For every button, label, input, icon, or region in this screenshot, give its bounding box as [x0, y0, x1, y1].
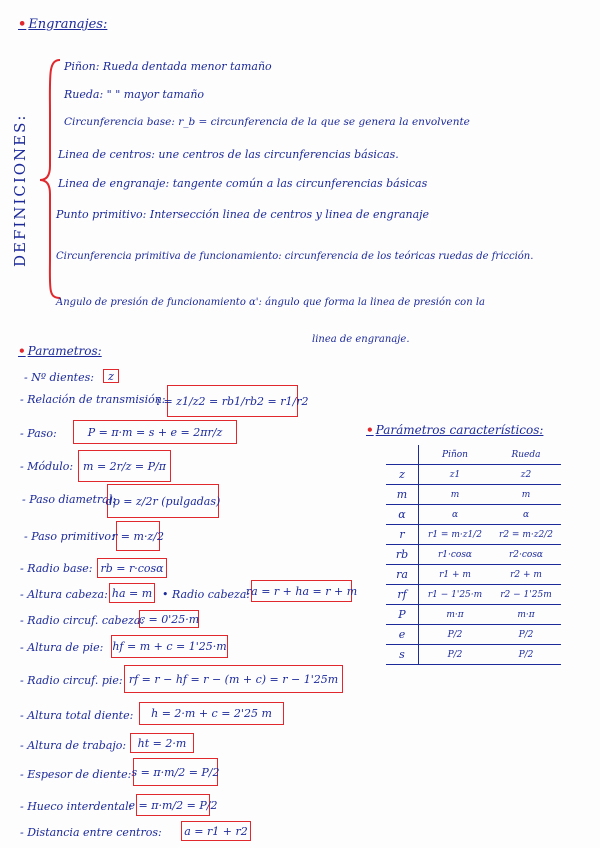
table-cell: Rueda: [491, 445, 561, 465]
table-cell: e: [386, 625, 419, 645]
table-cell: rb: [386, 545, 419, 565]
param-label: - Distancia entre centros:: [20, 826, 162, 839]
param-formula: hf = m + c = 1'25·m: [111, 635, 228, 658]
param-label: - Módulo:: [20, 460, 74, 473]
table-cell: r2 = m·z2/2: [491, 525, 561, 545]
table-row: [386, 545, 561, 565]
table-cell: r1 − 1'25·m: [419, 585, 492, 605]
table-row: [386, 465, 561, 485]
param-label: - Paso diametral:: [22, 493, 116, 506]
param-label: • Radio cabeza:: [162, 588, 251, 601]
table-cell: m: [386, 485, 419, 505]
table-cell: z2: [491, 465, 561, 485]
table-cell: [386, 445, 419, 465]
table-cell: P/2: [419, 645, 492, 665]
definition-item: Rueda: " " mayor tamaño: [64, 88, 205, 101]
caracteristicos-table: [386, 445, 561, 665]
param-formula: e = π·m/2 = P/2: [136, 794, 210, 816]
param-label: - Paso primitivo:: [24, 530, 115, 543]
table-cell: z1: [419, 465, 492, 485]
param-label: - Altura de trabajo:: [20, 739, 127, 752]
table-cell: r: [386, 525, 419, 545]
definition-item: Circunferencia base: r_b = circunferencia de la que se genera la envolvente: [64, 116, 470, 128]
table-row: [386, 505, 561, 525]
table-row: [386, 525, 561, 545]
table-cell: z: [386, 465, 419, 485]
table-cell: m·π: [491, 605, 561, 625]
param-label: - Nº dientes:: [24, 371, 94, 384]
param-label: - Altura total diente:: [20, 709, 134, 722]
param-label: - Espesor de diente:: [20, 768, 132, 781]
table-cell: m·π: [419, 605, 492, 625]
param-formula: ra = r + ha = r + m: [251, 580, 352, 602]
param-formula: ha = m: [109, 583, 155, 603]
param-formula: m = 2r/z = P/π: [78, 450, 171, 482]
side-label: DEFINICIONES:: [11, 113, 29, 267]
table-cell: ra: [386, 565, 419, 585]
definition-item: Linea de centros: une centros de las circunferencias básicas.: [58, 148, 399, 161]
param-formula: rf = r − hf = r − (m + c) = r − 1'25m: [124, 665, 343, 693]
table-cell: m: [419, 485, 492, 505]
definition-item: Angulo de presión de funcionamiento α': ángulo que forma la linea de presión con la: [56, 297, 485, 308]
table-cell: α: [419, 505, 492, 525]
table-cell: r1 = m·z1/2: [419, 525, 492, 545]
table-cell: s: [386, 645, 419, 665]
table-row: [386, 645, 561, 665]
table-cell: P/2: [491, 645, 561, 665]
table-cell: P/2: [491, 625, 561, 645]
param-formula: P = π·m = s + e = 2πr/z: [73, 420, 237, 444]
table-cell: α: [386, 505, 419, 525]
param-formula: a = r1 + r2: [181, 821, 251, 841]
param-formula: rb = r·cosα: [97, 558, 167, 578]
param-label: - Hueco interdental:: [20, 800, 133, 813]
table-row: [386, 605, 561, 625]
table-cell: Piñon: [419, 445, 492, 465]
param-label: - Altura cabeza:: [20, 588, 108, 601]
definition-item: Circunferencia primitiva de funcionamiento: circunferencia de los teóricas ruedas de fricción.: [56, 251, 534, 262]
table-header-row: [386, 445, 561, 465]
definition-item: Punto primitivo: Intersección linea de centros y linea de engranaje: [56, 208, 430, 221]
table-cell: r2 + m: [491, 565, 561, 585]
table-cell: rf: [386, 585, 419, 605]
table-row: [386, 565, 561, 585]
table-cell: r2·cosα: [491, 545, 561, 565]
table-row: [386, 585, 561, 605]
param-formula: r = m·z/2: [116, 521, 160, 551]
table-cell: r1 + m: [419, 565, 492, 585]
definition-item: Piñon: Rueda dentada menor tamaño: [64, 60, 272, 73]
param-label: - Relación de transmisión:: [20, 393, 166, 406]
param-formula: s = π·m/2 = P/2: [133, 758, 218, 786]
param-label: - Radio circuf. pie:: [20, 674, 123, 687]
table-cell: m: [491, 485, 561, 505]
param-formula: dp = z/2r (pulgadas): [107, 484, 219, 518]
param-formula: z: [103, 369, 119, 383]
param-formula: h = 2·m + c = 2'25 m: [139, 702, 284, 725]
param-label: - Altura de pie:: [20, 641, 104, 654]
param-formula: i = z1/z2 = rb1/rb2 = r1/r2: [167, 385, 298, 417]
table-row: [386, 485, 561, 505]
caracteristicos-title: • Parámetros característicos:: [366, 423, 544, 437]
table-cell: P/2: [419, 625, 492, 645]
table-cell: r1·cosα: [419, 545, 492, 565]
table-row: [386, 625, 561, 645]
param-formula: ht = 2·m: [130, 733, 194, 753]
param-label: - Radio base:: [20, 562, 93, 575]
param-label: - Radio circuf. cabeza:: [20, 614, 145, 627]
table-cell: r2 − 1'25m: [491, 585, 561, 605]
table-cell: α: [491, 505, 561, 525]
parametros-title: • Parametros:: [18, 344, 102, 358]
table-cell: P: [386, 605, 419, 625]
param-label: - Paso:: [20, 427, 57, 440]
definition-item: Linea de engranaje: tangente común a las circunferencias básicas: [58, 177, 428, 190]
definition-item: linea de engranaje.: [312, 334, 410, 345]
section-title: • Engranajes:: [18, 17, 108, 32]
param-formula: c = 0'25·m: [139, 610, 199, 628]
